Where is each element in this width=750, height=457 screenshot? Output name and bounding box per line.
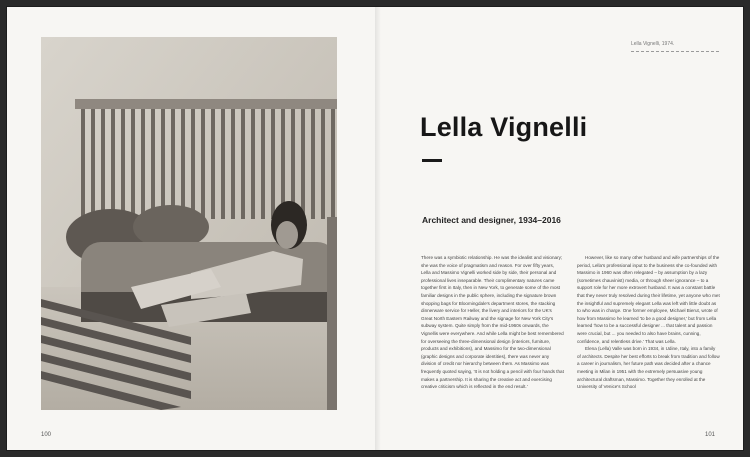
title-rule	[422, 159, 442, 162]
body-paragraph: Elena (Lella) Valle was born in 1934, in Udine, Italy, into a family of architects. Despite her best efforts to break from tradition and follow a career in journalism, her future path was decided after a chance meeting in Milan in 1951 with the extremely persuasive young architectural draftsman, Massimo. Together they enrolled at the University of Venice's School	[577, 346, 720, 390]
body-paragraph: However, like so many other husband and wife partnerships of the period, Lella's professional input to the business she co-founded with Massimo in 1960 was often relegated – by assumption by a lazy (sometimes chauvinist) media, or through sheer ignorance – to a support role for her more extrovert husband. It was a constant battle that they never truly resolved during their lifetime, yet anyone who met the insightful and supremely elegant Lella was left with little doubt as to who was in charge. One former employee, Michael Bierut, wrote of how from Massimo he learned 'to be a good designer,' but from Lella learned 'how to be a successful designer ... that talent and passion were crucial, but ... you needed to also have brains, cunning, confidence, and relentless drive.' That was Lella.	[577, 255, 720, 344]
page-number-left: 100	[41, 432, 52, 438]
page-number-right: 101	[705, 432, 716, 438]
photo-illustration	[41, 37, 337, 410]
article-subtitle: Architect and designer, 1934–2016	[422, 215, 561, 225]
caption-divider	[631, 51, 719, 52]
body-column-2	[577, 254, 720, 391]
body-column-1	[421, 254, 564, 391]
article-title: Lella Vignelli	[420, 112, 588, 142]
photo-caption: Lella Vignelli, 1974.	[631, 41, 675, 47]
body-paragraph: There was a symbiotic relationship. He was the idealist and visionary; she was the voice of pragmatism and reason. For over fifty years, Lella and Massimo Vignelli worked side by side, their personal and professional lives inseparable. Their complimentary natures came together first in Italy, then in New York, to generate some of the most familiar designs in the public sphere, including the signature brown shopping bags for Bloomingdale's department stores, the stacking dinnerware service for Heller, the livery and interiors for the UK's Great North Eastern Railway and the signage for New York City's subway system. Quite simply from the mid-1960s onwards, the Vignellis were everywhere. And while Lella might be best remembered for overseeing the three-dimensional design (interiors, furniture, products and exhibitions), and Massimo for the two-dimensional (graphic designs and corporate identities), there was never any division of credit nor hierarchy between them. As Massimo was frequently quoted saying, 'It is not holding a pencil with four hands that makes a partnership. It is sharing the creative act and exercising creative criticism which is reflected in the end result.'	[421, 255, 564, 390]
book-gutter	[375, 7, 385, 450]
book-spread	[7, 7, 743, 450]
portrait-photo	[41, 37, 337, 410]
